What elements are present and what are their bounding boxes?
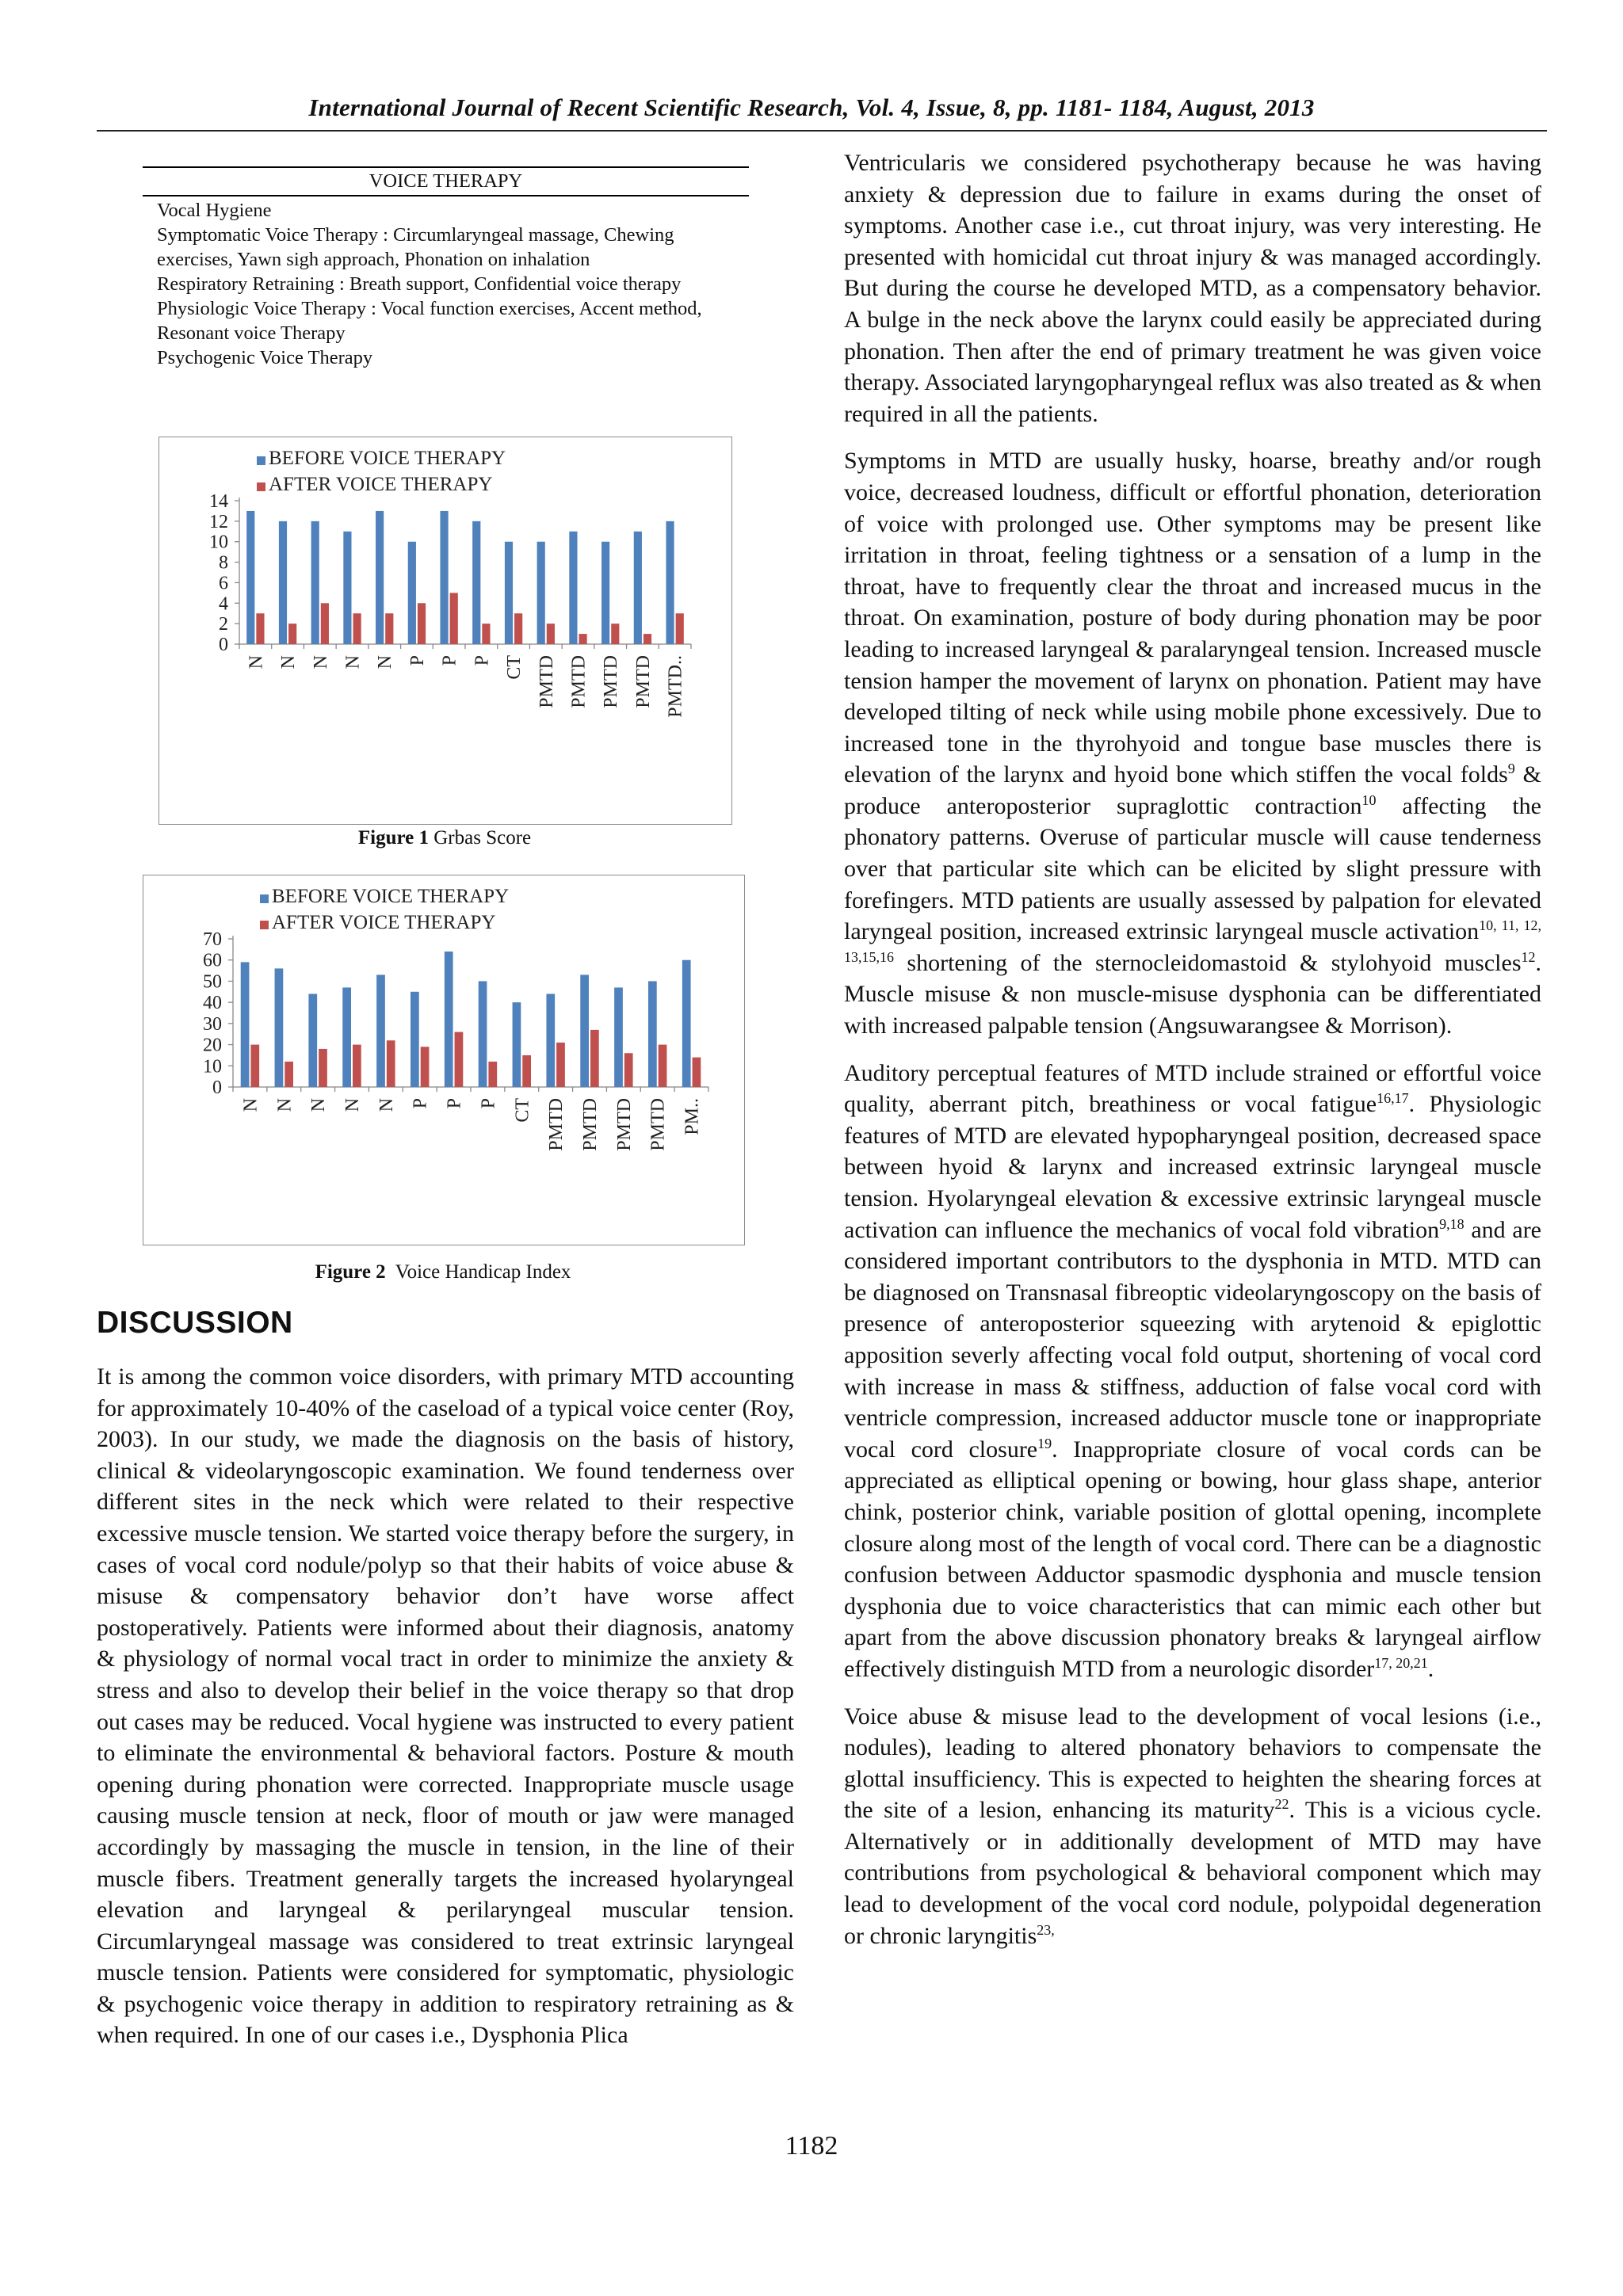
legend-label: BEFORE VOICE THERAPY <box>272 886 510 907</box>
bar-after-voice-therapy <box>643 634 651 644</box>
bar-after-voice-therapy <box>285 1062 293 1087</box>
figure1-caption <box>158 827 731 849</box>
grbas-chart-frame <box>158 437 732 825</box>
y-tick-label: 20 <box>203 1035 222 1056</box>
text-run: . This is a vicious cycle. Alternatively or in additionally development of MTD may have contributions from psychological & behavioral component which may lead to development of the vocal cord nodule, polypoidal degeneration or chronic laryngitis <box>844 1797 1541 1949</box>
bar-after-voice-therapy <box>590 1030 599 1087</box>
table-item: Psychogenic Voice Therapy <box>157 347 373 368</box>
x-category-label: N <box>278 655 300 669</box>
citation: 9 <box>1507 761 1515 777</box>
bar-before-voice-therapy <box>569 532 577 644</box>
bar-before-voice-therapy <box>479 981 487 1087</box>
text-run: Symptoms in MTD are usually husky, hoarse, breathy and/or rough voice, decreased loudness, difficult or effortful phonation, deterioration of voice with prolonged use. Other symptoms may be present like irritation in throat, feeling tightness or a sensation of a lump in the throat, have to frequently clear the throat and increased mucus in the throat. On examination, posture of body during phonation may be poor leading to increased laryngeal & paralaryngeal tension. Increased muscle tension hamper the movement of larynx on phonation. Patient may have developed tilting of neck while using mobile phone excessively. Due to increased tone in the thyrohyoid and tongue base muscles there is elevation of the larynx and hyoid bone which stiffen the vocal folds <box>844 448 1541 788</box>
bar-before-voice-therapy <box>648 981 657 1087</box>
table-title: VOICE THERAPY <box>369 170 523 192</box>
bar-after-voice-therapy <box>514 613 522 644</box>
legend-label: BEFORE VOICE THERAPY <box>269 448 506 469</box>
journal-header: International Journal of Recent Scientific Research, Vol. 4, Issue, 8, pp. 1181- 1184, August, 2013 <box>308 93 1315 121</box>
x-category-label: N <box>308 1098 330 1112</box>
bar-before-voice-therapy <box>411 992 419 1087</box>
paragraph-4 <box>844 1701 1541 1952</box>
bar-after-voice-therapy <box>353 613 361 644</box>
bar-after-voice-therapy <box>659 1045 667 1087</box>
paragraph-1: Ventricularis we considered psychotherapy because he was having anxiety & depression due to failure in exams during the onset of symptoms. Another case i.e., cut throat injury, was very interesting. He presented with homicidal cut throat injury & was managed accordingly. But during the course he developed MTD, as a compensatory behavior. A bulge in the neck above the larynx could easily be appreciated during phonation. Then after the end of primary treatment he was given voice therapy. Associated laryngopharyngeal reflux was also treated as & when required in all the patients. <box>844 150 1541 427</box>
y-tick-label: 10 <box>209 532 228 553</box>
bar-before-voice-therapy <box>580 974 589 1087</box>
citation: 12 <box>1521 948 1536 965</box>
y-tick-label: 8 <box>219 552 228 574</box>
bar-before-voice-therapy <box>666 521 674 644</box>
x-category-label: CT <box>512 1098 533 1123</box>
x-category-label: PMTD <box>647 1098 669 1151</box>
grbas-score-chart <box>159 437 731 824</box>
x-category-label: N <box>274 1098 296 1112</box>
legend-swatch <box>257 482 265 491</box>
x-category-label: N <box>240 1098 262 1112</box>
citation: 17, 20,21 <box>1374 1654 1428 1671</box>
y-tick-label: 14 <box>209 491 228 512</box>
discussion-heading: DISCUSSION <box>97 1306 293 1340</box>
bar-after-voice-therapy <box>482 624 490 644</box>
citation: 23, <box>1037 1921 1055 1938</box>
table-header-rule <box>143 195 749 196</box>
citation: 10 <box>1361 791 1377 808</box>
x-category-label: N <box>376 1098 397 1112</box>
bar-before-voice-therapy <box>537 542 545 644</box>
x-category-label: PMTD <box>546 1098 567 1151</box>
bar-before-voice-therapy <box>601 542 609 644</box>
x-category-label: PMTD <box>536 655 557 708</box>
bar-after-voice-therapy <box>624 1053 633 1087</box>
text-run: Voice abuse & misuse lead to the development of vocal lesions (i.e., nodules), leading to altered phonatory behaviors to compensate the glottal insufficiency. This is expected to heighten the shearing forces at the site of a lesion, enhancing its maturity <box>844 1703 1541 1824</box>
bar-before-voice-therapy <box>241 962 250 1087</box>
bar-before-voice-therapy <box>376 511 384 644</box>
table-item: Symptomatic Voice Therapy : Circumlaryngeal massage, Chewing exercises, Yawn sigh approach, Phonation on inhalation <box>157 224 674 270</box>
bar-before-voice-therapy <box>472 521 480 644</box>
text-run: . Muscle misuse & non muscle-misuse dysphonia can be differentiated with increased palpable tension (Angsuwarangsee & Morrison). <box>844 949 1541 1039</box>
bar-after-voice-therapy <box>250 1045 259 1087</box>
y-tick-label: 40 <box>203 993 222 1014</box>
x-category-label: PMTD <box>613 1098 635 1151</box>
citation: 22 <box>1274 1796 1289 1813</box>
bar-before-voice-therapy <box>682 960 691 1087</box>
bar-before-voice-therapy <box>445 952 453 1087</box>
x-category-label: P <box>478 1098 499 1109</box>
text-run: . <box>1427 1655 1434 1682</box>
bar-after-voice-therapy <box>579 634 587 644</box>
bar-after-voice-therapy <box>288 624 296 644</box>
bar-after-voice-therapy <box>353 1045 361 1087</box>
table-item: Vocal Hygiene <box>157 200 272 221</box>
x-category-label: PMTD <box>632 655 654 708</box>
x-category-label: PM.. <box>682 1098 703 1135</box>
citation: 9,18 <box>1439 1215 1465 1232</box>
bar-after-voice-therapy <box>450 593 458 644</box>
legend-label: AFTER VOICE THERAPY <box>272 912 496 933</box>
bar-before-voice-therapy <box>343 532 351 644</box>
y-tick-label: 30 <box>203 1013 222 1035</box>
text-run: shortening of the sternocleidomastoid & stylohyoid muscles <box>894 949 1522 976</box>
figure2-label: Figure 2 <box>315 1261 386 1283</box>
citation: 19 <box>1037 1435 1052 1451</box>
text-run: . Inappropriate closure of vocal cords can be appreciated as elliptical opening or bowing, hour glass shape, anterior chink, posterior chink, variable position of glottal opening, incomplete closure along most of the length of vocal cord. There can be a diagnostic confusion between Adductor spasmodic dysphonia and muscle tension dysphonia due to voice characteristics that can mimic each other but apart from the above discussion phonatory breaks & laryngeal airflow effectively distinguish MTD from a neurologic disorder <box>844 1436 1541 1682</box>
bar-after-voice-therapy <box>385 613 393 644</box>
y-tick-label: 60 <box>203 950 222 971</box>
bar-before-voice-therapy <box>440 511 448 644</box>
bar-before-voice-therapy <box>513 1002 521 1087</box>
x-category-label: PMTD.. <box>665 655 686 718</box>
y-tick-label: 4 <box>219 593 228 615</box>
bar-after-voice-therapy <box>693 1058 701 1087</box>
left-column <box>97 1361 794 2067</box>
x-category-label: P <box>444 1098 465 1109</box>
text-run: & produce anteroposterior supraglottic contraction <box>844 761 1542 819</box>
bar-before-voice-therapy <box>279 521 287 644</box>
bar-before-voice-therapy <box>634 532 642 644</box>
bar-after-voice-therapy <box>387 1040 395 1087</box>
x-category-label: N <box>342 655 364 669</box>
bar-after-voice-therapy <box>321 603 329 644</box>
y-tick-label: 50 <box>203 971 222 993</box>
bar-before-voice-therapy <box>311 521 319 644</box>
x-category-label: P <box>472 655 493 666</box>
x-category-label: CT <box>504 655 525 680</box>
bar-after-voice-therapy <box>522 1055 531 1087</box>
bar-before-voice-therapy <box>275 968 284 1087</box>
bar-before-voice-therapy <box>546 994 555 1087</box>
legend-swatch <box>260 894 269 903</box>
table-item: Respiratory Retraining : Breath support, Confidential voice therapy <box>157 273 682 295</box>
y-tick-label: 12 <box>209 511 228 532</box>
x-category-label: N <box>342 1098 363 1112</box>
figure2-title: Voice Handicap Index <box>395 1261 571 1283</box>
bar-before-voice-therapy <box>342 987 351 1087</box>
figure2-caption <box>143 1261 743 1283</box>
y-tick-label: 6 <box>219 573 228 594</box>
page-number: 1182 <box>785 2131 838 2161</box>
x-category-label: PMTD <box>601 655 622 708</box>
y-tick-label: 70 <box>203 929 222 950</box>
legend-label: AFTER VOICE THERAPY <box>269 474 493 495</box>
bar-before-voice-therapy <box>614 987 623 1087</box>
right-column <box>844 147 1541 1967</box>
text-run: . Physiologic features of MTD are elevated hypopharyngeal position, decreased space between hyoid & larynx and increased extrinsic laryngeal muscle tension. Hyolaryngeal elevation & excessive extrinsic laryngeal muscle activation can influence the mechanics of vocal fold vibration <box>844 1091 1542 1243</box>
bar-before-voice-therapy <box>408 542 416 644</box>
text-run: and are considered important contributors to the dysphonia in MTD. MTD can be diagnosed on Transnasal fibreoptic videolaryngoscopy on the basis of presence of anteroposterior squeezing with arytenoid & epiglottic apposition severly affecting vocal fold output, shortening of vocal cord with increase in mass & stiffness, adduction of false vocal cord with ventricle compression, increased adductor muscle tone or inappropriate vocal cord closure <box>844 1216 1541 1463</box>
paragraph-3 <box>844 1058 1541 1685</box>
bar-after-voice-therapy <box>488 1062 497 1087</box>
text-run: Auditory perceptual features of MTD include strained or effortful voice quality, aberrant pitch, breathiness or vocal fatigue <box>844 1059 1541 1118</box>
citation: 10, 11, 12, 13,15,16 <box>844 917 1541 965</box>
voice-therapy-table <box>143 166 749 370</box>
y-tick-label: 10 <box>203 1056 222 1077</box>
voice-handicap-index-chart <box>143 875 744 1245</box>
discussion-paragraph: It is among the common voice disorders, with primary MTD accounting for approximately 10-40% of the caseload of a typical voice center (Roy, 2003). In our study, we made the diagnosis on the basis of history, clinical & videolaryngoscopic examination. We found tenderness over different sites in the neck which were related to their respective excessive muscle tension. We started voice therapy before the surgery, in cases of vocal cord nodule/polyp so that their habits of voice abuse & misuse & compensatory behavior don’t have worse affect postoperatively. Patients were informed about their diagnosis, anatomy & physiology of normal vocal tract in order to minimize the anxiety & stress and also to develop their belief in the voice therapy so that drop out cases may be reduced. Vocal hygiene was instructed to every patient to eliminate the environmental & behavioral factors. Posture & mouth opening during phonation were corrected. Inappropriate muscle usage causing muscle tension at neck, floor of mouth or jaw were managed accordingly by massaging the muscle in tension, in the line of their muscle fibers. Treatment generally targets the increased hyolaryngeal elevation and laryngeal & perilaryngeal muscular tension. Circumlaryngeal massage was considered to treat extrinsic laryngeal muscle tension. Patients were considered for symptomatic, physiologic & psychogenic voice therapy in addition to respiratory retraining as & when required. In one of our cases i.e., Dysphonia Plica <box>97 1363 794 2049</box>
bar-after-voice-therapy <box>421 1047 430 1087</box>
bar-after-voice-therapy <box>547 624 555 644</box>
bar-after-voice-therapy <box>611 624 619 644</box>
vhi-chart-frame <box>143 875 745 1245</box>
figure1-title: Grbas Score <box>433 827 532 849</box>
bar-after-voice-therapy <box>556 1043 565 1087</box>
citation: 16,17 <box>1377 1090 1409 1107</box>
paragraph-2 <box>844 445 1541 1041</box>
legend-swatch <box>257 456 265 465</box>
y-tick-label: 0 <box>212 1077 222 1098</box>
x-category-label: P <box>439 655 460 666</box>
bar-before-voice-therapy <box>246 511 254 644</box>
x-category-label: N <box>375 655 396 669</box>
legend-swatch <box>260 921 269 929</box>
x-category-label: PMTD <box>568 655 590 708</box>
x-category-label: P <box>407 655 428 666</box>
y-tick-label: 2 <box>219 614 228 635</box>
x-category-label: N <box>310 655 331 669</box>
table-item: Physiologic Voice Therapy : Vocal function exercises, Accent method, Resonant voice Therapy <box>157 298 702 344</box>
bar-before-voice-therapy <box>376 974 385 1087</box>
figure1-label: Figure 1 <box>357 827 429 849</box>
x-category-label: N <box>246 655 267 669</box>
bar-after-voice-therapy <box>676 613 684 644</box>
bar-after-voice-therapy <box>256 613 264 644</box>
bar-before-voice-therapy <box>308 994 317 1087</box>
x-category-label: P <box>410 1098 431 1109</box>
y-tick-label: 0 <box>219 635 228 655</box>
bar-after-voice-therapy <box>455 1032 464 1087</box>
header-rule <box>97 130 1547 132</box>
bar-before-voice-therapy <box>505 542 513 644</box>
text-run: affecting the phonatory patterns. Overuse of particular muscle will cause tenderness over that particular site which can be elicited by slight pressure with forefingers. MTD patients are usually assessed by palpation for elevated laryngeal position, increased extrinsic laryngeal muscle activation <box>844 792 1541 945</box>
x-category-label: PMTD <box>580 1098 601 1151</box>
bar-after-voice-therapy <box>319 1049 327 1087</box>
bar-after-voice-therapy <box>418 603 426 644</box>
